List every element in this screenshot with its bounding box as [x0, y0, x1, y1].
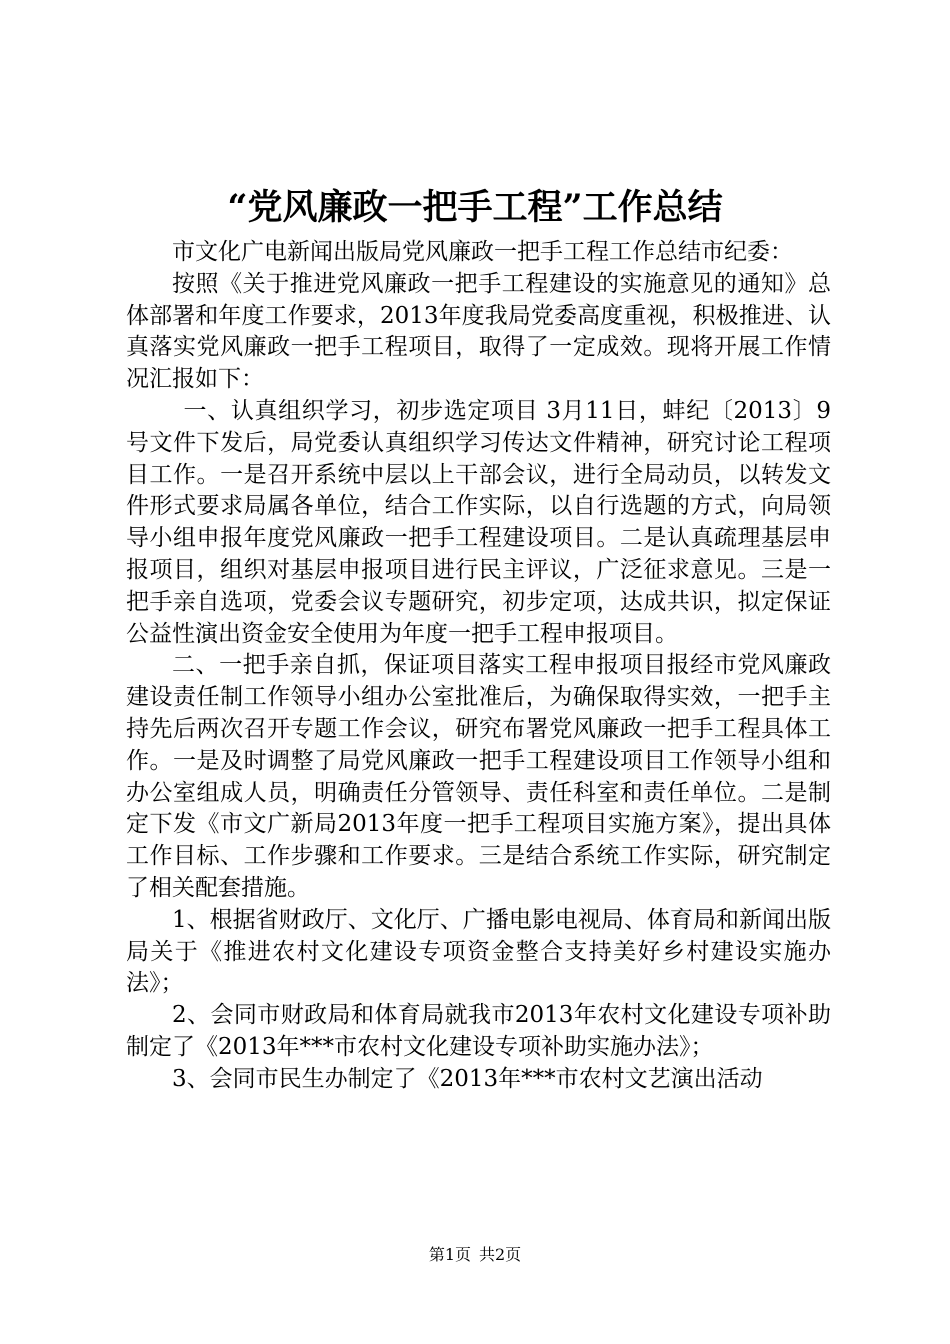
paragraph-intro: 按照《关于推进党风廉政一把手工程建设的实施意见的通知》总体部署和年度工作要求，2013年度我局党委高度重视，积极推进、认真落实党风廉政一把手工程项目，取得了一定成效。现将开展工作情况汇报如下： — [126, 270, 831, 393]
paragraph-item-3: 3、会同市民生办制定了《2013年***市农村文艺演出活动 — [172, 1065, 763, 1092]
paragraph-salutation: 市文化广电新闻出版局党风廉政一把手工程工作总结市纪委： — [172, 239, 793, 265]
page-total: 共2页 — [479, 1245, 522, 1264]
page-footer — [0, 1244, 950, 1266]
paragraph-item-1: 1、根据省财政厅、文化厅、广播电影电视局、体育局和新闻出版局关于《推进农村文化建设专项资金整合支持美好乡村建设实施办法》； — [126, 906, 831, 997]
paragraph-item-2: 2、会同市财政局和体育局就我市2013年农村文化建设专项补助制定了《2013年***市农村文化建设专项补助实施办法》； — [126, 1002, 831, 1060]
document-body — [126, 237, 831, 1096]
paragraph-section-one: 一、认真组织学习，初步选定项目 3月11日，蚌纪〔2013〕9号文件下发后，局党委认真组织学习传达文件精神，研究讨论工程项目工作。一是召开系统中层以上干部会议，进行全局动员，以转发文件形式要求局属各单位，结合工作实际，以自行选题的方式，向局领导小组申报年度党风廉政一把手工程建设项目。二是认真疏理基层申报项目，组织对基层申报项目进行民主评议，广泛征求意见。三是一把手亲自选项，党委会议专题研究，初步定项，达成共识，拟定保证公益性演出资金安全使用为年度一把手工程申报项目。 — [126, 397, 831, 647]
document-title: “党风廉政一把手工程”工作总结 — [227, 187, 723, 228]
paragraph-section-two: 二、一把手亲自抓，保证项目落实工程申报项目报经市党风廉政建设责任制工作领导小组办公室批准后，为确保取得实效，一把手主持先后两次召开专题工作会议，研究布署党风廉政一把手工程具体工作。一是及时调整了局党风廉政一把手工程建设项目工作领导小组和办公室组成人员，明确责任分管领导、责任科室和责任单位。二是制定下发《市文广新局2013年度一把手工程项目实施方案》，提出具体工作目标、工作步骤和工作要求。三是结合系统工作实际，研究制定了相关配套措施。 — [126, 652, 831, 901]
page-number: 第1页 — [428, 1245, 471, 1264]
